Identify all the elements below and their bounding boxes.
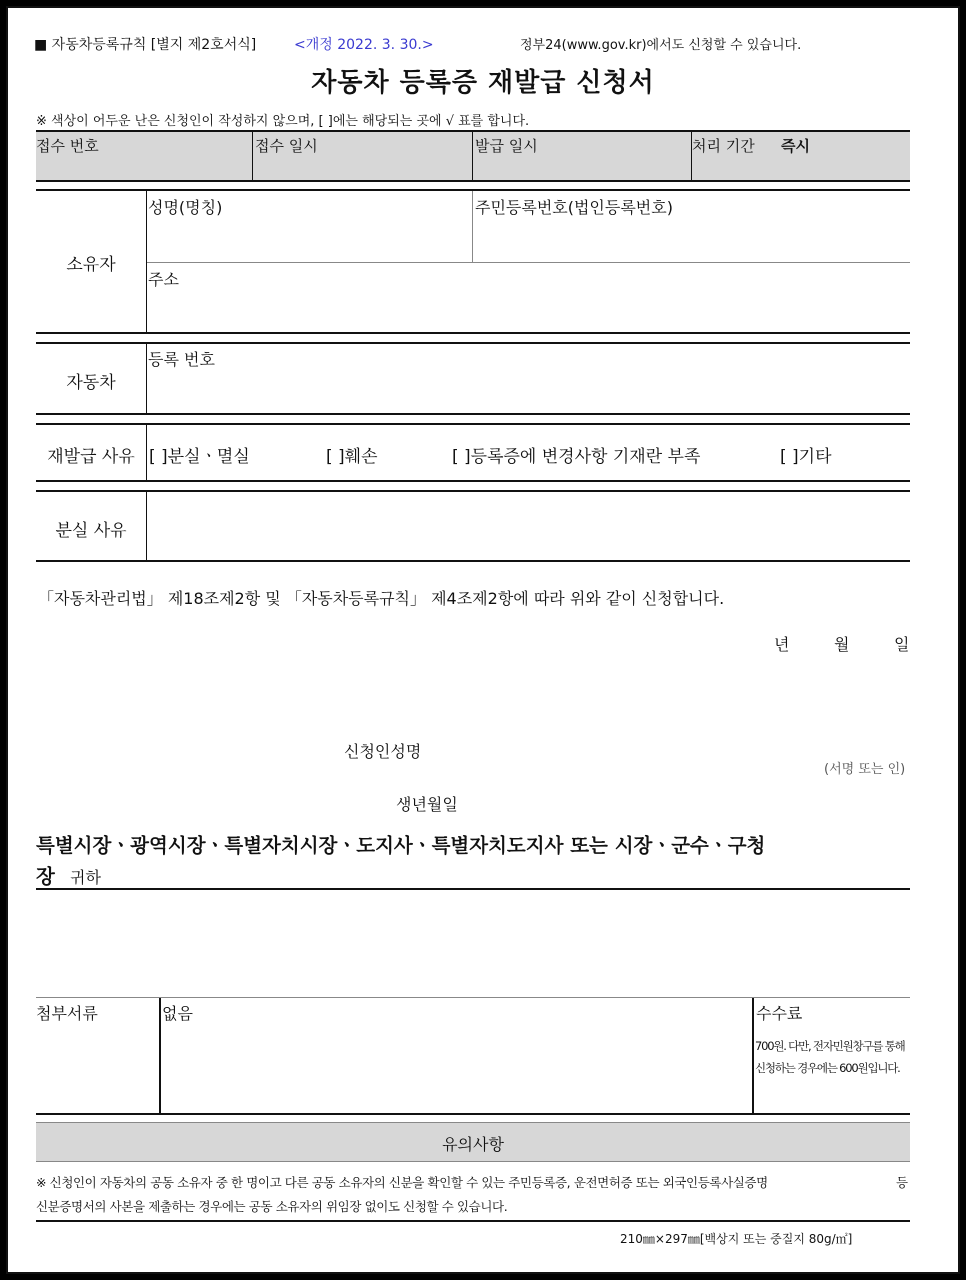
- applicant-name-label: 신청인성명: [344, 742, 422, 761]
- form-reference: ■ 자동차등록규칙 [별지 제2호서식]: [34, 37, 257, 53]
- date-year-label: 년: [774, 635, 790, 654]
- notes-text-line-2: 신분증명서의 사본을 제출하는 경우에는 공동 소유자의 위임장 없이도 신청할 수 있습니다.: [36, 1199, 508, 1214]
- reason-checkbox-insufficient-space[interactable]: [ ]등록증에 변경사항 기재란 부족: [452, 447, 701, 467]
- fee-label: 수수료: [756, 1004, 803, 1023]
- reason-checkbox-lost[interactable]: [ ]분실ㆍ멸실: [149, 447, 250, 467]
- owner-address-label: 주소: [148, 270, 179, 289]
- addressee-honorific: 귀하: [70, 868, 101, 887]
- date-day-label: 일: [894, 635, 910, 654]
- issue-datetime-label: 발급 일시: [475, 137, 538, 155]
- reason-checkbox-other[interactable]: [ ]기타: [780, 447, 832, 467]
- addressee-line-1: 특별시장ㆍ광역시장ㆍ특별자치시장ㆍ도지사ㆍ특별자치도지사 또는 시장ㆍ군수ㆍ구청: [36, 834, 766, 857]
- application-form: [6, 6, 960, 1274]
- attachments-value: 없음: [162, 1004, 193, 1023]
- legal-statement: 「자동차관리법」 제18조제2항 및 「자동차등록규칙」 제4조제2항에 따라 위와 같이 신청합니다.: [38, 589, 725, 608]
- online-application-note: 정부24(www.gov.kr)에서도 신청할 수 있습니다.: [520, 38, 802, 53]
- birth-date-label: 생년월일: [396, 795, 458, 814]
- processing-period-label: 처리 기간: [692, 137, 755, 155]
- revision-date: <개정 2022. 3. 30.>: [294, 37, 434, 53]
- registration-number-label: 등록 번호: [148, 350, 215, 369]
- receipt-number-label: 접수 번호: [36, 137, 99, 155]
- owner-section-label: 소유자: [66, 255, 116, 275]
- notes-text-line-1-tail: 등: [896, 1175, 909, 1190]
- signature-hint: (서명 또는 인): [824, 762, 906, 777]
- paper-spec: 210㎜×297㎜[백상지 또는 중질지 80g/㎡]: [620, 1232, 853, 1246]
- notes-text-line-1: ※ 신청인이 자동차의 공동 소유자 중 한 명이고 다른 공동 소유자의 신분을 확인할 수 있는 주민등록증, 운전면허증 또는 외국인등록사실증명: [36, 1175, 768, 1190]
- loss-reason-field[interactable]: [148, 494, 908, 558]
- reason-checkbox-damaged[interactable]: [ ]훼손: [326, 447, 378, 467]
- notes-title: 유의사항: [442, 1135, 504, 1154]
- attachments-label: 첨부서류: [36, 1004, 98, 1023]
- loss-reason-label: 분실 사유: [55, 521, 127, 541]
- instruction-note: ※ 색상이 어두운 난은 신청인이 작성하지 않으며, [ ]에는 해당되는 곳에 √ 표를 합니다.: [36, 114, 530, 129]
- owner-name-label: 성명(명칭): [148, 198, 223, 217]
- receipt-row: [36, 131, 910, 180]
- processing-period-value: 즉시: [781, 137, 810, 155]
- page-title: 자동차 등록증 재발급 신청서: [311, 68, 655, 98]
- reissue-reason-label: 재발급 사유: [47, 447, 135, 467]
- owner-id-label: 주민등록번호(법인등록번호): [475, 198, 673, 217]
- vehicle-section-label: 자동차: [66, 373, 116, 393]
- addressee-line-2: 장: [36, 865, 55, 888]
- fee-description: 700원. 다만, 전자민원창구를 통해 신청하는 경우에는 600원입니다.: [755, 1039, 905, 1075]
- date-month-label: 월: [834, 635, 850, 654]
- receipt-datetime-label: 접수 일시: [255, 137, 318, 155]
